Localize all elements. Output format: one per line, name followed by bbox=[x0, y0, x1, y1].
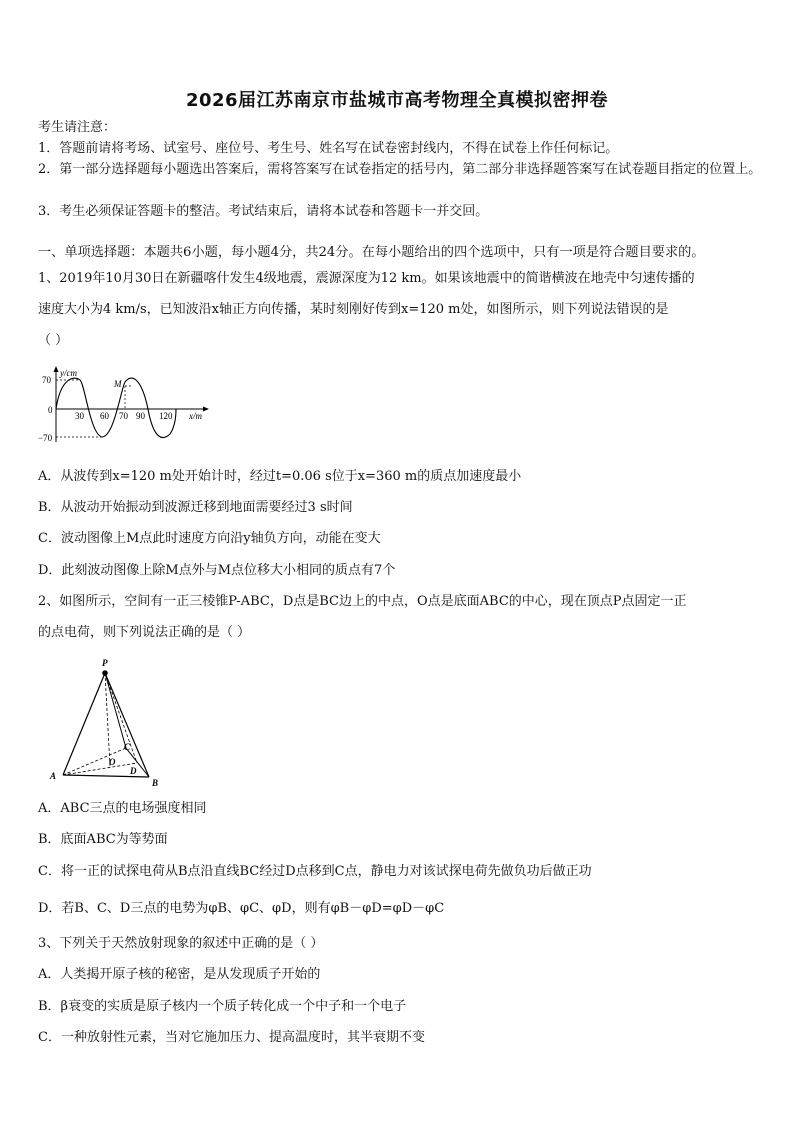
q3-stem: 3、下列关于天然放射现象的叙述中正确的是（ ） bbox=[38, 936, 324, 951]
notice-heading: 考生请注意： bbox=[38, 120, 117, 135]
q2-option-c: C．将一正的试探电荷从B点沿直线BC经过D点移到C点，静电力对该试探电荷先做负功后做正功 bbox=[38, 864, 592, 879]
graph-tick-70: 70 bbox=[42, 375, 51, 385]
graph-xtick-120: 120 bbox=[159, 411, 173, 421]
q1-option-a: A．从波传到x=120 m处开始计时，经过t=0.06 s位于x=360 m的质点加速度最小 bbox=[38, 469, 522, 484]
q1-stem-line1: 1、2019年10月30日在新疆喀什发生4级地震，震源深度为12 km。如果该地震中的简谐横波在地壳中匀速传播的 bbox=[38, 271, 695, 286]
graph-tick-0: 0 bbox=[48, 405, 53, 415]
q1-option-d: D．此刻波动图像上除M点外与M点位移大小相同的质点有7个 bbox=[38, 563, 396, 578]
graph-point-M: M bbox=[114, 379, 122, 389]
notice-item-3: 3．考生必须保证答题卡的整洁。考试结束后，请将本试卷和答题卡一并交回。 bbox=[38, 204, 489, 219]
section-heading: 一、单项选择题：本题共6小题，每小题4分，共24分。在每小题给出的四个选项中，只有一项是符合题目要求的。 bbox=[38, 245, 705, 260]
graph-x-label: x/m bbox=[189, 411, 202, 421]
graph-tick-neg70: −70 bbox=[38, 433, 53, 443]
graph-xtick-70: 70 bbox=[119, 411, 128, 421]
charge-point-P bbox=[102, 670, 108, 676]
q2-stem-line2: 的点电荷，则下列说法正确的是（ ） bbox=[38, 625, 251, 640]
graph-y-label: y/cm bbox=[60, 368, 77, 378]
graph-xtick-90: 90 bbox=[136, 411, 145, 421]
label-A: A bbox=[50, 771, 57, 781]
q3-option-a: A．人类揭开原子核的秘密，是从发现质子开始的 bbox=[38, 967, 321, 982]
q1-option-c: C．波动图像上M点此时速度方向沿y轴负方向，动能在变大 bbox=[38, 531, 381, 546]
graph-xtick-30: 30 bbox=[75, 411, 84, 421]
page-title: 2026届江苏南京市盐城市高考物理全真模拟密押卷 bbox=[185, 90, 609, 111]
notice-item-2: 2．第一部分选择题每小题选出答案后，需将答案写在试卷指定的括号内，第二部分非选择题答案写在试卷题目指定的位置上。 bbox=[38, 162, 762, 177]
q2-option-b: B．底面ABC为等势面 bbox=[38, 832, 168, 847]
q2-option-a: A．ABC三点的电场强度相同 bbox=[38, 801, 207, 816]
q1-stem-line2: 速度大小为4 km/s，已知波沿x轴正方向传播，某时刻刚好传到x=120 m处，如图所示，则下列说法错误的是 bbox=[38, 302, 669, 317]
q2-stem-line1: 2、如图所示，空间有一正三棱锥P-ABC，D点是BC边上的中点，O点是底面ABC的中心，现在顶点P点固定一正 bbox=[38, 594, 687, 609]
notice-item-1: 1．答题前请将考场、试室号、座位号、考生号、姓名写在试卷密封线内，不得在试卷上作任何标记。 bbox=[38, 141, 619, 156]
q2-option-d: D．若B、C、D三点的电势为φB、φC、φD，则有φB－φD=φD－φC bbox=[38, 901, 445, 916]
label-P: P bbox=[102, 658, 108, 668]
q1-option-b: B．从波动开始振动到波源迁移到地面需要经过3 s时间 bbox=[38, 500, 353, 515]
q3-option-b: B．β衰变的实质是原子核内一个质子转化成一个中子和一个电子 bbox=[38, 999, 407, 1014]
q3-option-c: C．一种放射性元素，当对它施加压力、提高温度时，其半衰期不变 bbox=[38, 1030, 425, 1045]
q1-wave-graph bbox=[36, 364, 216, 444]
label-D: D bbox=[130, 766, 137, 776]
q2-pyramid-figure bbox=[44, 656, 174, 790]
label-C: C bbox=[124, 742, 131, 752]
graph-xtick-60: 60 bbox=[100, 411, 109, 421]
q1-bracket: （ ） bbox=[38, 333, 69, 348]
label-B: B bbox=[152, 778, 159, 788]
label-O: O bbox=[109, 757, 116, 767]
